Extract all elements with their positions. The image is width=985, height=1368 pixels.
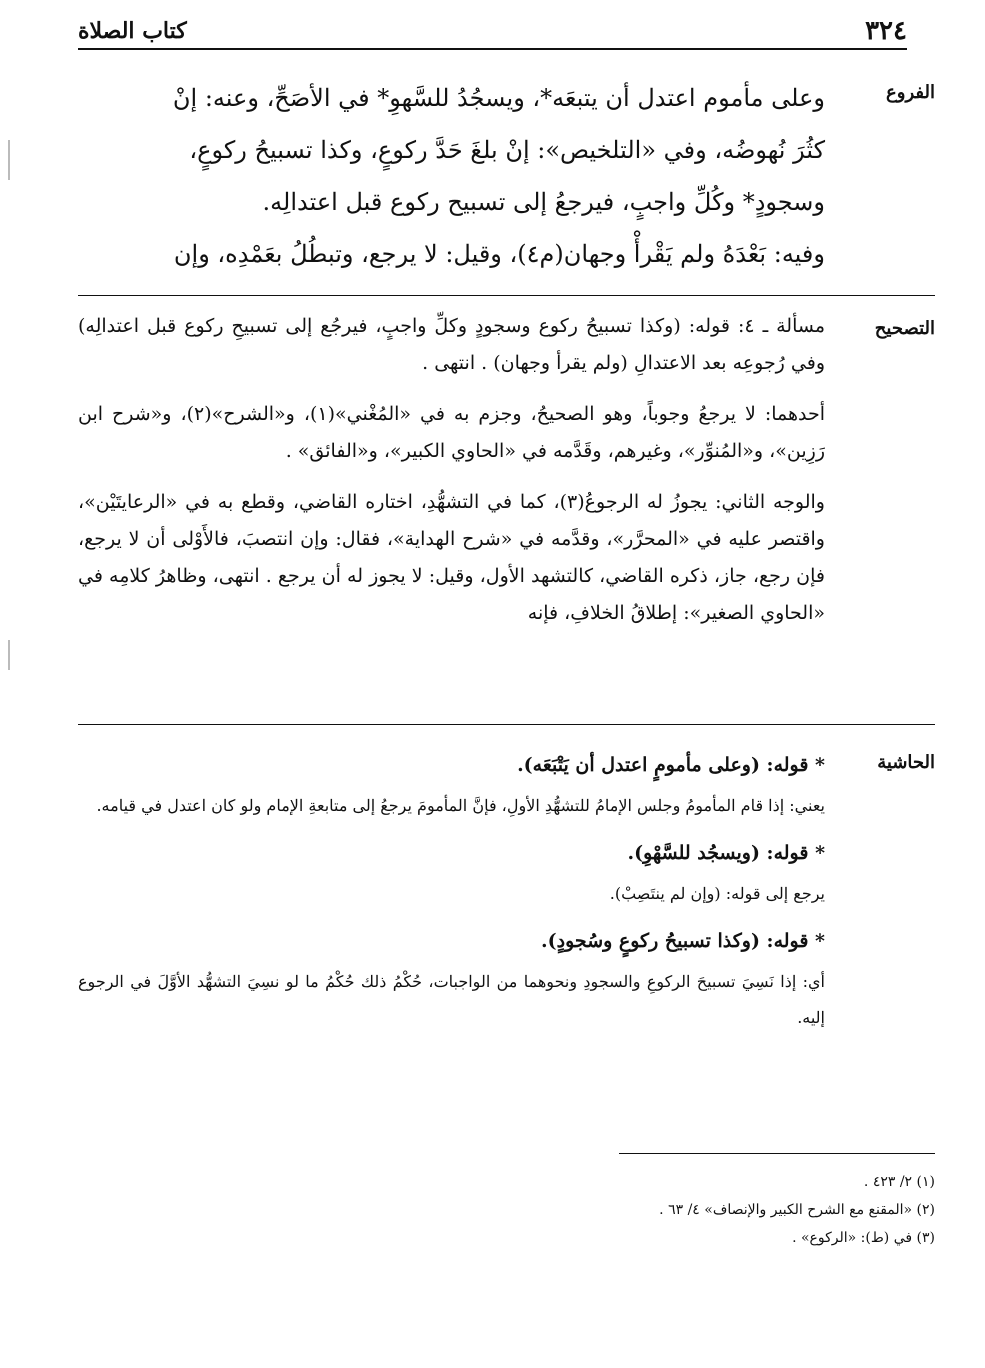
hashiya-entry-head: * قوله: (ويسجُد للسَّهْوِ). xyxy=(627,842,825,864)
hashiya-text xyxy=(78,742,825,1036)
section-divider xyxy=(78,295,935,296)
scan-margin-mark xyxy=(8,640,10,670)
furu-text xyxy=(78,72,825,280)
furu-section xyxy=(78,72,935,280)
tashih-paragraph: والوجه الثاني: يجوزُ له الرجوعُ(٣)، كما في التشهُّدِ، اختاره القاضي، وقطع به في «الرعايتَيْن»، واقتصر عليه في «المحرَّر»، وقدَّمه في «شرح الهداية»، فقال: وإن انتصبَ، فالأَوْلى أن لا يرجع، فإن رجع، جاز، ذكره القاضي، كالتشهد الأول، وقيل: لا يجوز له أن يرجع . انتهى، وظاهرُ كلامِه في «الحاوي الصغير»: إطلاقُ الخلافِ، فإنه xyxy=(78,491,825,624)
page-header xyxy=(78,14,907,50)
hashiya-entry-note: أي: إذا نَسِيَ تسبيحَ الركوعِ والسجودِ ونحوهما من الواجبات، حُكْمُ ذلك حُكْمُ ما لو نسِيَ التشهُّد الأوَّلَ في الرجوع إليه. xyxy=(78,972,825,1027)
page-number: ٣٢٤ xyxy=(865,16,907,46)
scan-margin-mark xyxy=(8,140,10,180)
book-title: كتاب الصلاة xyxy=(78,18,187,44)
furu-label: الفروع xyxy=(886,82,935,103)
hashiya-entry-note: يعني: إذا قام المأمومُ وجلس الإمامُ للتشهُّدِ الأولِ، فإنَّ المأمومَ يرجعُ إلى متابعةِ الإمام ولو كان اعتدل في قيامه. xyxy=(96,796,825,815)
hashiya-label: الحاشية xyxy=(877,752,935,773)
tashih-paragraph: أحدهما: لا يرجعُ وجوباً، وهو الصحيحُ، وجزم به في «المُغْني»(١)، و«الشرح»(٢)، و«شرح ابن رَزِين»، و«المُنوِّر»، وغيرهم، وقَدَّمه في «الحاوي الكبير»، و«الفائق» . xyxy=(78,403,826,462)
tashih-paragraph: مسألة ـ ٤: قوله: (وكذا تسبيحُ ركوع وسجودٍ وكلِّ واجبٍ، فيرجُع إلى تسبيحِ ركوع قبل اعتدالِه) وفي رُجوعِه بعد الاعتدالِ (ولم يقرأ وجهان) . انتهى . xyxy=(78,315,825,374)
footnote: (١) ٢/ ٤٢٣ . xyxy=(863,1174,935,1190)
tashih-label: التصحيح xyxy=(874,318,935,339)
tashih-section xyxy=(78,308,935,642)
tashih-text xyxy=(78,308,825,632)
section-divider xyxy=(78,724,935,725)
furu-line: كثُرَ نُهوضُه، وفي «التلخيص»: إنْ بلغَ حَدَّ ركوعٍ، وكذا تسبيحُ ركوعٍ، xyxy=(189,136,825,164)
furu-line: وعلى مأموم اعتدل أن يتبعَه*، ويسجُدُ للسَّهوِ* في الأصَحِّ، وعنه: إنْ xyxy=(172,84,825,112)
hashiya-entry-head: * قوله: (وكذا تسبيحُ ركوعٍ وسُجودٍ). xyxy=(541,930,825,952)
footnotes xyxy=(78,1168,935,1252)
furu-line: وسجودٍ* وكُلِّ واجبٍ، فيرجعُ إلى تسبيح ركوع قبل اعتدالِه. xyxy=(262,188,825,216)
footnote: (٢) «المقنع مع الشرح الكبير والإنصاف» ٤/ ٦٣ . xyxy=(659,1202,935,1218)
footnote-rule xyxy=(619,1153,935,1154)
furu-line: وفيه: بَعْدَهُ ولم يَقْرأْ وجهان(م٤)، وقيل: لا يرجع، وتبطُلُ بعَمْدِه، وإن xyxy=(173,240,825,268)
footnote: (٣) في (ط): «الركوع» . xyxy=(792,1230,935,1246)
hashiya-entry-note: يرجع إلى قوله: (وإن لم ينتَصِبْ). xyxy=(609,884,825,903)
hashiya-section xyxy=(78,742,935,1042)
hashiya-entry-head: * قوله: (وعلى مأمومٍ اعتدل أن يَتْبَعَه). xyxy=(517,754,825,776)
